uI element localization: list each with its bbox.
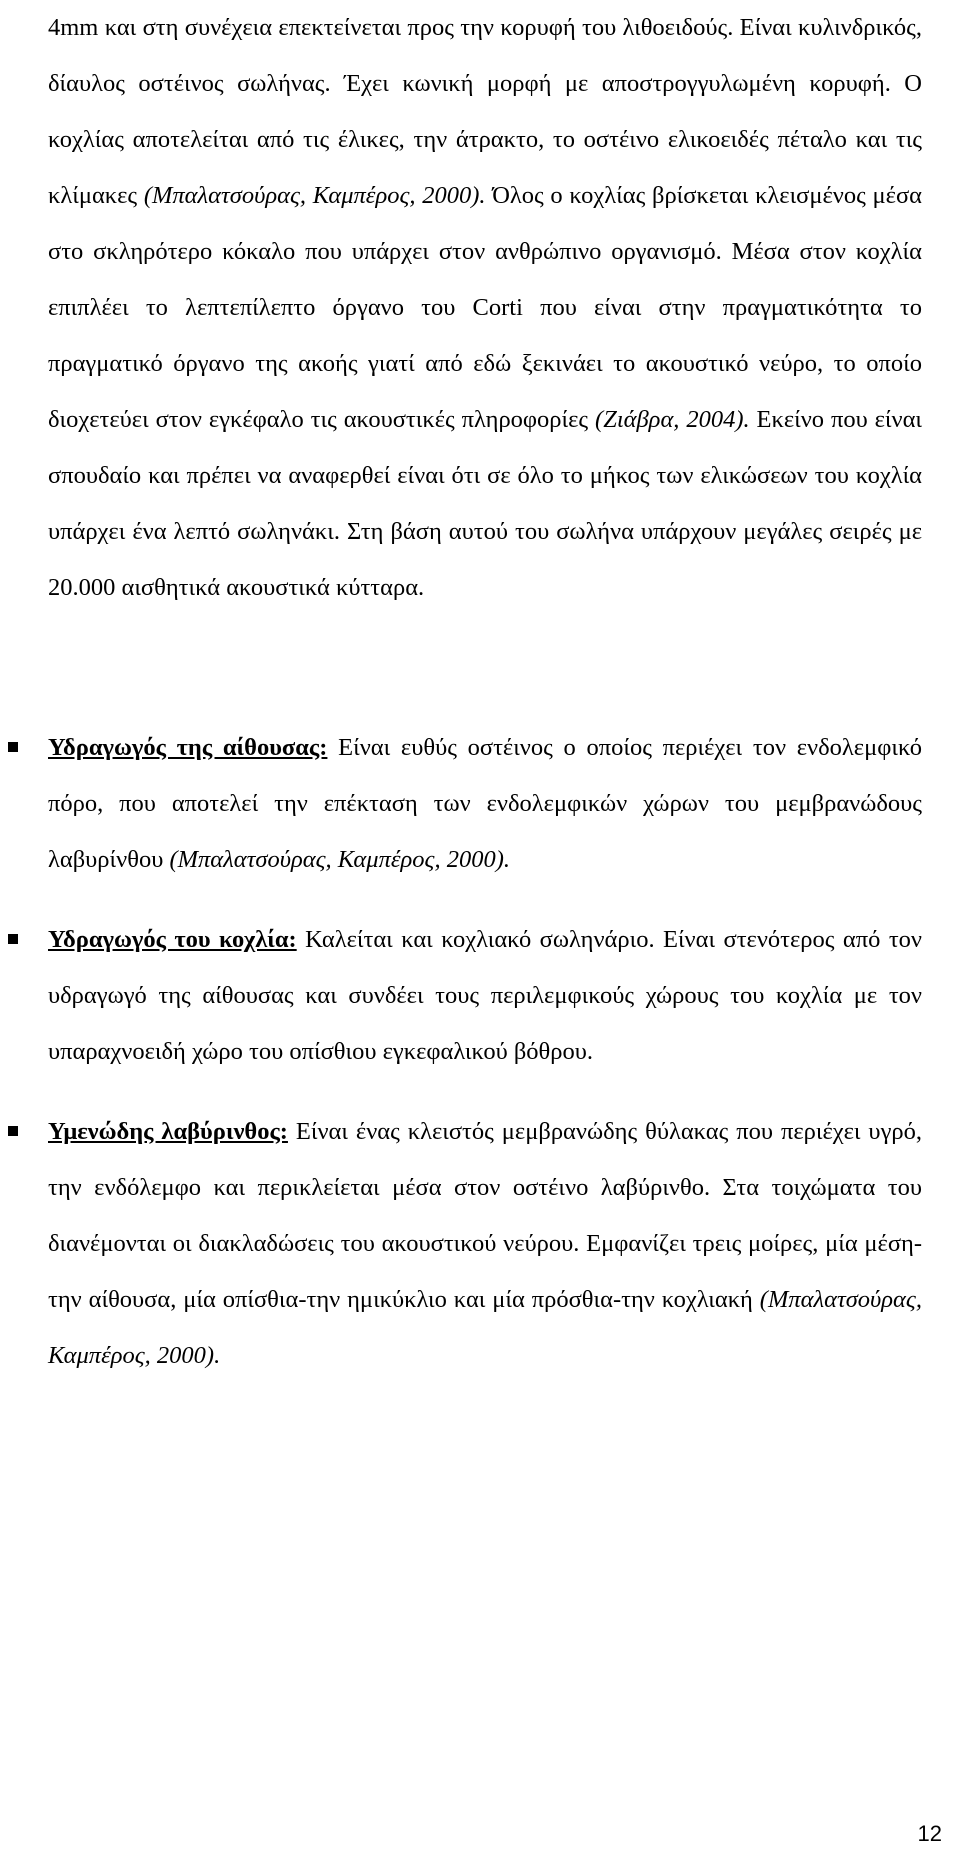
section-gap [48, 616, 922, 720]
term-heading: Υδραγωγός της αίθουσας: [48, 734, 328, 761]
list-item-vestibular-aqueduct [48, 720, 922, 888]
term-heading: Υμενώδης λαβύρινθος: [48, 1118, 288, 1145]
item-text: Είναι ένας κλειστός μεμβρανώδης θύλακας που περιέχει υγρό, την ενδόλεμφο και περικλείεται μέσα στον οστέινο λαβύρινθο. Στα τοιχώματα του διανέμονται οι διακλαδώσεις του ακουστικού νεύρου. Εμφανίζει τρεις μοίρες, μία μέση-την αίθουσα, μία οπίσθια-την ημικύκλιο και μία πρόσθια-την κοχλιακή [48, 1118, 922, 1313]
paragraph-text-3: Εκείνο που είναι σπουδαίο και πρέπει να αναφερθεί είναι ότι σε όλο το μήκος των ελικώσεων του κοχλία υπάρχει ένα λεπτό σωληνάκι. Στη βάση αυτού του σωλήνα υπάρχουν μεγάλες σειρές με 20.000 αισθητικά ακουστικά κύτταρα. [48, 406, 922, 601]
list-item-membranous-labyrinth [48, 1104, 922, 1384]
square-bullet-icon [8, 1126, 18, 1136]
paragraph-text-1: 4mm και στη συνέχεια επεκτείνεται προς την κορυφή του λιθοειδούς. Είναι κυλινδρικός, δίαυλος οστέινος σωλήνας. Έχει κωνική μορφή με αποστρογγυλωμένη κορυφή. Ο κοχλίας αποτελείται από τις έλικες, την άτρακτο, το οστέινο ελικοειδές πέταλο και τις κλίμακες [48, 14, 922, 209]
item-text: Είναι ευθύς οστέινος ο οποίος περιέχει τον ενδολεμφικό πόρο, που αποτελεί την επέκταση των ενδολεμφικών χώρων του μεμβρανώδους λαβυρίνθου [48, 734, 922, 873]
citation-2: (Ζιάβρα, 2004). [595, 406, 750, 433]
item-citation: (Μπαλατσούρας, Καμπέρος, 2000). [169, 846, 510, 873]
list-item-cochlear-aqueduct [48, 912, 922, 1080]
square-bullet-icon [8, 934, 18, 944]
item-citation: (Μπαλατσούρας, Καμπέρος, 2000). [48, 1286, 922, 1369]
item-text: Καλείται και κοχλιακό σωληνάριο. Είναι στενότερος από τον υδραγωγό της αίθουσας και συνδέει τους περιλεμφικούς χώρους του κοχλία με τον υπαραχνοειδή χώρο του οπίσθιου εγκεφαλικού βόθρου. [48, 926, 922, 1065]
square-bullet-icon [8, 742, 18, 752]
body-paragraph [48, 0, 922, 616]
paragraph-text-2: Όλος ο κοχλίας βρίσκεται κλεισμένος μέσα στο σκληρότερο κόκαλο που υπάρχει στον ανθρώπινο οργανισμό. Μέσα στον κοχλία επιπλέει το λεπτεπίλεπτο όργανο του Corti που είναι στην πραγματικότητα το πραγματικό όργανο της ακοής γιατί από εδώ ξεκινάει το ακουστικό νεύρο, το οποίο διοχετεύει στον εγκέφαλο τις ακουστικές πληροφορίες [48, 182, 922, 433]
citation-1: (Μπαλατσούρας, Καμπέρος, 2000). [143, 182, 486, 209]
document-page [48, 0, 922, 1408]
term-heading: Υδραγωγός του κοχλία: [48, 926, 297, 953]
page-number: 12 [917, 1821, 942, 1846]
